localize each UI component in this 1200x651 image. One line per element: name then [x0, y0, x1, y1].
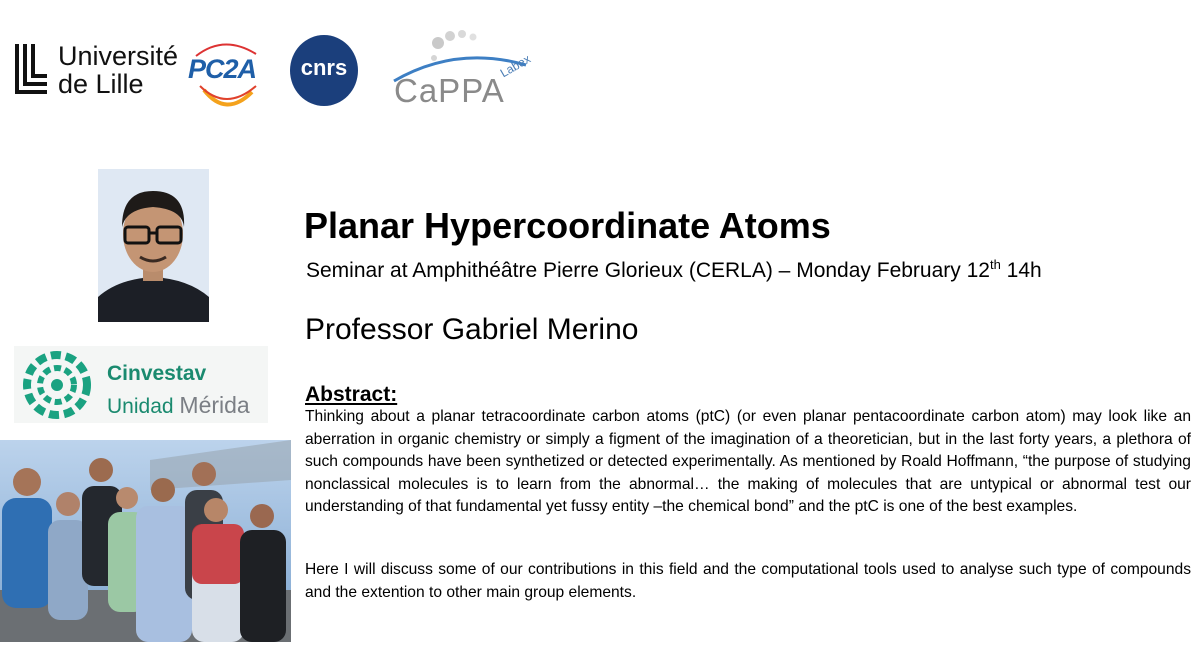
- seminar-details: [306, 257, 1042, 283]
- cappa-labex-logo: [386, 25, 536, 110]
- seminar-details-text: Seminar at Amphithéâtre Pierre Glorieux (CERLA) – Monday February 12: [306, 259, 990, 282]
- portrait-image: [98, 169, 209, 322]
- pc2a-logo: [186, 36, 266, 112]
- group-photo: [0, 440, 291, 642]
- pc2a-text: PC2A: [188, 54, 257, 84]
- lille-mark-icon: [14, 42, 50, 98]
- group-photo-image: [0, 440, 291, 642]
- cinvestav-logo: [14, 346, 268, 423]
- cinvestav-name: Cinvestav: [107, 362, 207, 385]
- labex-text: Labex: [497, 51, 534, 81]
- cinvestav-unit: [107, 392, 250, 419]
- cinvestav-place: Mérida: [179, 392, 250, 418]
- cinvestav-emblem-icon: [20, 350, 94, 420]
- abstract-paragraph-1: Thinking about a planar tetracoordinate carbon atoms (ptC) (or even planar pentacoordinate carbon atom) may look like an aberration in organic chemistry or simply a figment of the imagination of a theoretician, but in the last forty years, a plethora of such compounds have been synthetized or detected experimentally. As mentioned by Roald Hoffmann, “the purpose of studying nonclassical molecules is to learn from the abnormal… the making of molecules that are untypical or abnormal test our understanding of that fundamental yet fussy entity –the chemical bond” and the ptC is one of the best examples.: [305, 408, 1191, 515]
- lille-line1: Université: [58, 41, 179, 71]
- seminar-details-sup: th: [989, 257, 1001, 272]
- speaker-name: Professor Gabriel Merino: [305, 313, 639, 346]
- cnrs-text: cnrs: [300, 55, 348, 80]
- lille-line2: de Lille: [58, 69, 144, 99]
- speaker-portrait: [98, 169, 209, 322]
- cappa-text: CaPPA: [394, 72, 505, 109]
- abstract-heading: Abstract:: [305, 383, 398, 406]
- seminar-details-time: 14h: [1000, 259, 1042, 282]
- universite-de-lille-logo: [14, 40, 179, 102]
- cinvestav-unit-label: Unidad: [107, 395, 174, 418]
- cnrs-logo: [290, 35, 358, 106]
- seminar-title: Planar Hypercoordinate Atoms: [304, 205, 831, 246]
- abstract-paragraph-2: Here I will discuss some of our contributions in this field and the computational tools used to analyse such type of compounds and the extention to other main group elements.: [305, 561, 1191, 601]
